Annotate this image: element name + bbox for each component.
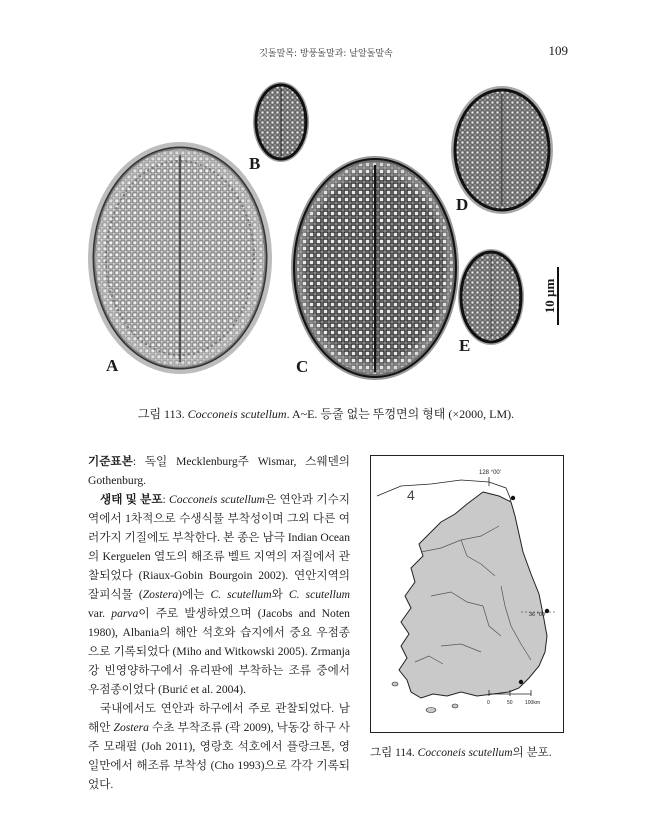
distribution-map [370,455,564,733]
ecology-species: Cocconeis scutellum [169,493,266,506]
map-point [511,496,515,500]
figure-114-caption [370,744,570,760]
type-specimen-text: : 독일 Mecklenburg주 Wismar, 스웨덴의 Gothenburg. [88,455,350,487]
map-scale-50: 50 [507,700,513,706]
figure-113-species: Cocconeis scutellum [187,407,287,421]
ecology-zostera: Zostera [142,588,179,601]
ecology-colon: : [162,493,170,506]
ecology-text-a: 은 연안과 기수지역에서 1차적으로 수생식물 부착성이며 그외 다른 여러가지 기질에도 부착한다. 본 종은 남극 Indian Ocean의 Kerguelen 열도의 해조류 벨트 지역의 저질에서 관찰되었다 (Riaux-Gobin Bourgoin 2002). 연안지역의 잘피식물 ( [88,493,350,601]
micrograph-b [253,82,309,162]
micrograph-a [88,142,272,374]
map-scale-100: 100km [525,700,541,706]
ecology-text-b: )에는 [178,588,211,601]
korea-map [371,456,563,732]
latitude-label: 36 °00' [529,612,547,618]
body-text [88,452,350,794]
ecology-text-c: 와 [271,588,289,601]
plate-label-d: D [456,195,469,214]
paragraph-ecology [88,490,350,699]
page-number: 109 [548,43,568,58]
south-korea-land [399,492,547,698]
paragraph-type-specimen [88,452,350,490]
ecology-text-d: 이 주로 발생하였으며 (Jacobs and Noten 1980), Albania의 해안 석호와 습지에서 중요 우점종으로 기록되었다 (Miho and Witkowski 2005). Zrmanja강 빈영양하구에서 유리판에 부착하는 조류 중에서 우점종이었다 (Burić et al. 2004). [88,607,350,696]
plate-label-b: B [249,154,261,173]
ecology-heading: 생태 및 분포 [100,493,163,506]
figure-113-suffix: . A~E. 등줄 없는 뚜껑면의 형태 (×2000, LM). [286,407,515,421]
scale-bar-label: 10 µm [542,278,557,314]
running-head: 깃돌말목: 방풍돌말과: 날알돌말속 [259,49,393,59]
figure-114-suffix: 의 분포. [512,747,552,759]
map-point [545,609,549,613]
domestic-text-a: 국내에서도 연안과 하구에서 주로 관찰되었다. 남해안 [88,702,350,734]
type-specimen-heading: 기준표본 [88,455,133,468]
figure-114-prefix: 그림 114. [370,747,418,759]
map-inset-number: 4 [407,487,415,503]
ecology-parva: parva [111,607,139,620]
plate-label-c: C [296,357,309,376]
figure-113-prefix: 그림 113. [137,407,188,421]
ecology-species-1: C. scutellum [210,588,272,601]
figure-113-caption [0,405,652,422]
micrograph-e [458,249,524,345]
paragraph-domestic [88,699,350,794]
ecology-species-2: C. scutellum [288,588,350,601]
longitude-label: 128 °00' [479,470,501,476]
micrograph-plate [0,0,652,400]
figure-114-species: Cocconeis scutellum [417,747,513,759]
domestic-zostera: Zostera [113,721,149,734]
plate-label-a: A [106,356,119,375]
ecology-var: var. [88,607,112,620]
domestic-text-b: 수초 부착조류 (곽 2009), 낙동강 하구 사주 모래펄 (Joh 2011), 영랑호 석호에서 플랑크톤, 영일만에서 해조류 부착성 (Cho 1993)으로 각각 기록되었다. [88,721,350,791]
map-point [519,680,523,684]
map-scale-0: 0 [487,700,490,706]
plate-label-e: E [459,336,471,355]
micrograph-c [291,156,459,380]
